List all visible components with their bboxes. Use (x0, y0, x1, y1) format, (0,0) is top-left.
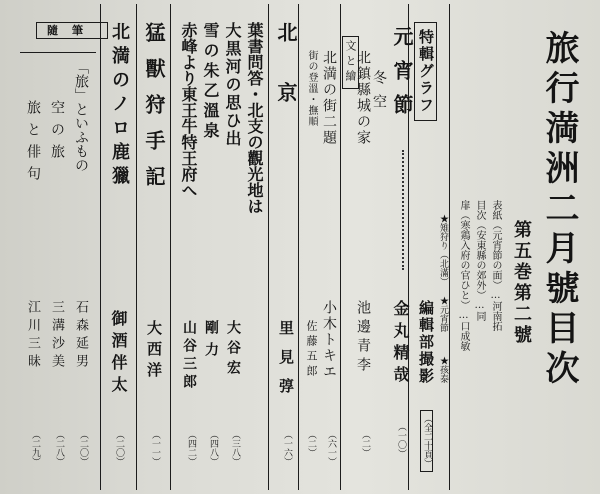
north-page: （二〇） (114, 430, 124, 466)
hunting-page: （一一） (150, 430, 160, 466)
essay-1-page: （二〇） (78, 430, 88, 466)
essay-1-title: 「旅」といふもの (73, 60, 89, 172)
feature-3-title: 雪の朱乙溫泉 (201, 22, 220, 142)
feature-2-page: （三八） (230, 430, 240, 466)
cover-line-2: 目次（安東縣の郊外）…同 (474, 200, 485, 321)
literature-item-4-page: （二） (306, 430, 316, 457)
special-editor-note: （全二十頁） (420, 410, 433, 472)
literature-item-2-author: 池邊青李 (355, 300, 371, 376)
item-peking-page: （一六） (282, 430, 292, 466)
essay-3-title: 旅と俳句 (25, 100, 41, 188)
volume-number: 第五巻第二號 (511, 220, 532, 346)
divider-north (136, 4, 137, 490)
special-item-1: ★雉狩り（北滿） (438, 214, 448, 286)
cover-line-1: 表紙（元宵節の面）…河南拓 (490, 200, 501, 331)
essay-2-page: （二八） (54, 430, 64, 466)
feature-2-title: 大黒河の思ひ出 (223, 22, 242, 148)
special-item-3: ★孩泰 (438, 356, 448, 383)
feature-3-author: 剛力 (203, 320, 219, 364)
feature-2-author: 大谷宏 (225, 320, 241, 380)
cover-line-3: 扉（寒鶏入府の官ひと）…口成敏 (458, 200, 469, 351)
leader-dots (402, 150, 404, 270)
item-peking-author: 里見弴 (277, 320, 295, 407)
special-editor: 編輯部撮影 (417, 300, 435, 385)
essay-3-page: （二九） (30, 430, 40, 466)
north-title: 北満のノロ鹿獵 (109, 22, 130, 190)
feature-3-page: （四八） (208, 430, 218, 466)
divider-literature (340, 4, 341, 490)
essays-tag-rule (20, 52, 96, 53)
item-genshosetsu-page: （一〇） (396, 422, 406, 458)
item-genshosetsu-author: 金丸精哉 (391, 300, 410, 388)
hunting-author: 大西洋 (145, 320, 163, 383)
feature-4-author: 山谷三郎 (181, 320, 197, 392)
literature-item-2-title: 北鎮縣城の家 (355, 50, 371, 146)
essay-1-author: 石森延男 (73, 300, 88, 372)
feature-4-title: 赤峰より東王牛特王府へ (179, 22, 198, 198)
essay-2-title: 空の旅 (49, 100, 65, 166)
literature-item-2-page: （二） (360, 430, 370, 457)
divider-essays (100, 4, 101, 490)
hunting-title: 猛獸狩手記 (142, 22, 166, 202)
item-genshosetsu-title: 元宵節 (390, 26, 414, 128)
item-peking-title: 北京 (274, 22, 298, 142)
divider-features (268, 4, 269, 490)
essays-tag: 隨筆 (36, 22, 108, 39)
literature-item-4-title: 街の登溫・撫順 (306, 50, 317, 127)
literature-item-1-title: 冬空 (371, 70, 387, 118)
special-graph-tag: 特輯グラフ (414, 22, 437, 121)
literature-tag: 文と繪 (342, 36, 359, 89)
divider-hunting (170, 4, 171, 490)
literature-item-4-author: 佐藤五郎 (305, 320, 318, 380)
literature-item-3-title: 北満の街二題 (321, 50, 337, 146)
magazine-title: 旅行満洲二月號目次 (539, 30, 579, 390)
feature-4-page: （四二） (186, 430, 196, 466)
literature-item-3-page: （六一） (326, 430, 336, 466)
feature-1-title: 葉書問答・北支の觀光地は (245, 22, 264, 214)
special-item-2: ★元宵節 (438, 296, 448, 332)
divider-right (449, 4, 450, 490)
essay-2-author: 三溝沙美 (49, 300, 64, 372)
north-author: 御酒伴太 (109, 310, 128, 398)
literature-item-3-author: 小木トキエ (321, 300, 337, 380)
essay-3-author: 江川三昧 (25, 300, 40, 372)
divider-peking (298, 4, 299, 490)
